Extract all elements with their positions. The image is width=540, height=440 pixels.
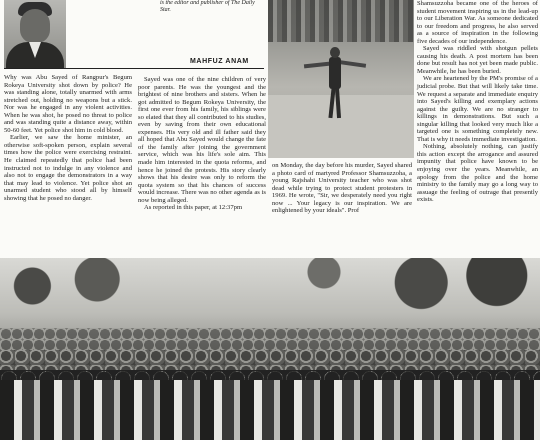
author-bio-caption: is the editor and publisher of The Daily Star. — [160, 0, 255, 13]
article-column-4 — [417, 0, 538, 204]
paragraph: As reported in this paper, at 12:37pm — [144, 204, 243, 212]
article-column-2 — [138, 76, 266, 212]
protester-photo — [268, 0, 414, 158]
author-portrait-photo — [4, 0, 66, 68]
paragraph: Why was Abu Sayed of Rangpur's Begum Rokeya University shot down by police? He was standing alone, totally unarmed with arms stretched out, holding no weapons but a stick. Nor was he engaged in any violent activities. When he was shot, he posed no threat to police and was standing quite a distance away, within 50-60 feet. Yet police shot him in cold blood. — [4, 74, 132, 134]
article-column-1 — [4, 74, 132, 202]
paragraph: on Monday, the day before his murder, Sayed shared a photo card of martyred Professor Shamsuzzoha, a young Rajshahi University teacher who was shot dead while trying to protect student protesters in 1969. He wrote, "Sir, we desperately need you right now ... Your legacy is our inspiration. We are enlightened by your ideals". Prof — [272, 162, 412, 215]
paragraph: Nothing, absolutely nothing, can justify this action except the arrogance and assured impunity that police have known to be enjoying over the years. Meanwhile, an apology from the police and the home ministry to the family may go a long way to assuage the feeling of outrage that presently exists. — [417, 143, 538, 204]
paragraph: Sayed was one of the nine children of very poor parents. He was the youngest and the brightest of nine brothers and sisters. When he got admitted to Begum Rokeya University, the first one ever from his family, his siblings were so elated that they all contributed to his studies, even by saving from their own educational expenses. His very old and ill father said they all hoped that Abu Sayed would change the fate of the family after joining the government service, which was his life's sole aim. This made him interested in the quota reforms, and hence he joined the protests. His story clearly shows that his desire was only to reform the quota system so that his chances of success would increase. There was no other agenda as is now being alleged. — [138, 76, 266, 204]
paragraph: Sayed was riddled with shotgun pellets causing his death. A post mortem has been done but result has not yet been made public. Meanwhile, he has been buried. — [417, 45, 538, 75]
crowd-prayer-photo — [0, 258, 540, 440]
paragraph: We are heartened by the PM's promise of a judicial probe. But that will likely take time. We request a separate and immediate enquiry into Sayed's killing and exemplary actions against the guilty. We are no stranger to killings in demonstrations. But such a singular killing that looked very much like a targeted one is something completely new. That is why it needs immediate investigation. — [417, 75, 538, 143]
author-byline: MAHFUZ ANAM — [190, 58, 249, 65]
byline-divider — [4, 68, 264, 69]
article-column-3 — [272, 162, 412, 215]
paragraph: Earlier, we saw the home minister, an otherwise soft-spoken person, explain several times how the police were exercising restraint. He claimed repeatedly that police had been instructed not to indulge in any violence and also not to engage the demonstrators in a way that may lead to violence. Yet police shot an unarmed student who stood all by himself showing that he posed no danger. — [4, 134, 132, 202]
paragraph: Shamsuzzoha became one of the heroes of student movement inspiring us in the lead-up to our Liberation War. As someone dedicated to our freedom and progress, he also served as a source of inspiration in the following five decades of our independence. — [417, 0, 538, 45]
